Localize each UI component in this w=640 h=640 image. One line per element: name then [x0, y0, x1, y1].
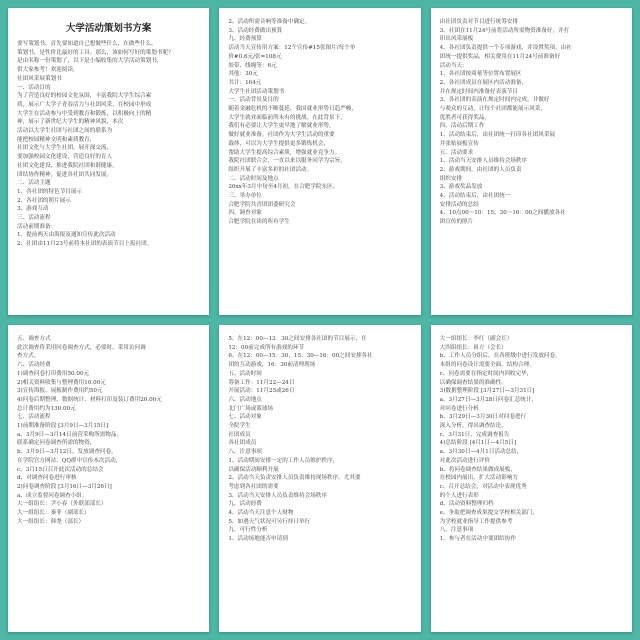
text-line: 对此次活动进行评价: [439, 457, 491, 464]
text-line: d、活动资料整理归档: [439, 501, 494, 508]
text-line: 社团文化与大学生社团，展开深交流，: [17, 145, 113, 152]
text-line: 4)总结阶段 [4月1日—4月5日]: [439, 440, 517, 447]
text-line: 4、活动当天注意个人财物: [228, 510, 294, 517]
text-line: 供大家参考！欢迎阅读。: [17, 67, 79, 74]
text-line: 对问卷进行分析: [439, 405, 479, 412]
text-line: 七、活动对象: [228, 414, 262, 421]
text-line: a、成立监督问卷调查小组：: [17, 492, 88, 499]
text-line: 3)数据整理阶段 [3月27日—3月31日]: [439, 388, 535, 395]
page-body: [228, 335, 411, 544]
text-line: 20xx年3月中旬至4月初，在合肥学院东区。: [228, 184, 339, 191]
text-line: c、召开总结会，对活动中表现优秀: [439, 483, 527, 490]
text-line: 要写策划书，首先要知道自己想做些什么，在做些什么。: [17, 41, 157, 47]
text-line: b、3月9日—3月12日，发放调查问卷，: [17, 449, 117, 456]
text-line: 5、如遇天气状况可另行择日举行: [228, 518, 311, 525]
text-line: c、问卷需要在指定时间内回收完毕，: [439, 370, 533, 377]
text-line: 七、活动流程: [17, 414, 51, 421]
text-line: 团统一提供奖品，相关费用在11月24号前准备好: [439, 53, 561, 60]
text-line: 六、活动地点: [228, 396, 262, 403]
text-line: 1)前期准备阶段 [3月9日—3月15日]: [17, 423, 109, 430]
text-line: 1、提前两天由海报及通知宣传此次活动: [17, 232, 116, 239]
text-line: 3、活动当天安排人员负责维持会场秩序: [228, 492, 327, 499]
text-line: 五、调查方式: [17, 336, 51, 342]
text-line: 开展活动：11月25或26日: [228, 388, 295, 395]
text-line: 1、活动当天安排人员维持会场秩序: [439, 158, 528, 165]
text-line: 1、活动期间安排一定的工作人员维护秩序，: [228, 457, 339, 464]
text-line: 2)问卷调查阶段 [3月16日—3月26日]: [17, 483, 112, 490]
text-line: 考虑到各社团的需要: [228, 483, 279, 490]
text-line: 为学校就业指导工作提供参考: [439, 518, 513, 525]
text-line: c、3月31日，完成调查报告: [439, 431, 510, 438]
text-line: 大学生在活动参与中受到教育和锻炼，以积极向上的精: [17, 110, 152, 117]
text-line: 的个人进行表彰: [439, 492, 479, 499]
text-line: 合肥学院共青团团委研究会: [228, 201, 296, 208]
text-line: 其他：30元: [228, 71, 258, 78]
text-line: 做好就业准备。社团作为大学生活动的重要: [228, 132, 335, 139]
text-line: 能把校园精神文明和素质教育，: [17, 136, 96, 143]
text-line: 一、活动目的: [17, 84, 51, 91]
text-line: b、将问卷调查结果做成展板，: [439, 466, 516, 473]
text-line: 价#0.6元/张=108元: [228, 53, 282, 60]
text-line: 此次调查将采用问卷调查方式，必要时，采用访问调: [17, 344, 146, 351]
text-line: 策划书，是性价比最好的工具。那么，该如何写好的策划书呢？: [17, 49, 174, 56]
text-line: b、3月29日—3月30日对问卷进行: [439, 414, 527, 421]
text-line: 1)调查问卷打印费用50.00元: [17, 370, 90, 377]
text-line: 3)宣传海报、展板制作费用约50元: [17, 388, 103, 395]
text-line: 大学生社团活动策划书: [228, 88, 285, 95]
text-line: 活动当天：: [439, 62, 468, 69]
text-line: 九、可行性分析: [228, 527, 268, 534]
text-line: 筹备工作：11月22—24日: [228, 379, 295, 386]
text-line: 九、经费预算: [228, 36, 262, 43]
text-line: 2)相关资料收集与整理费用10.00元: [17, 379, 106, 386]
text-line: 一、活动背景及目的: [228, 97, 279, 104]
text-line: 八、注意事项: [439, 527, 474, 534]
text-line: 我们有必要让大学生更早地了解就业形势，: [228, 123, 335, 130]
text-line: 联系确定问卷调查所需的物资，: [17, 440, 96, 447]
document-page-3: [431, 8, 632, 315]
text-line: 共计：164元: [228, 79, 262, 86]
text-line: 团宣传的照片: [439, 219, 474, 226]
text-line: a、3月27日—3月28日问卷汇总统计，: [439, 396, 538, 403]
text-line: d、对调查问卷进行审核: [17, 475, 77, 482]
text-line: 2、活动所需音响等准备中确定。: [228, 19, 311, 25]
text-line: 活动前期准备：: [17, 223, 57, 230]
text-line: 6、在12：00—15：30，15：30—16：00之间安排各社: [228, 353, 373, 360]
text-line: 1、各社团按商量等位置布置展区: [439, 71, 522, 78]
text-line: 合肥学院在读的所有学生: [228, 219, 290, 226]
text-line: 2、社团由11月23号前将本社团的表演节目上报社团。: [17, 241, 153, 248]
text-line: 12：00前完成所有游戏的环节: [228, 344, 305, 351]
text-line: 与观众的互动，让每个社团都能展示风采，: [439, 106, 546, 113]
text-line: 1、活动结束后，由社团统一打印各社团风采展: [439, 132, 556, 139]
text-line: 优胜者可获得奖品，: [439, 114, 491, 121]
text-line: 是由名称一份策划了，以下是小编收集的大学活动策划书，: [17, 58, 163, 65]
document-page-4: [8, 325, 209, 632]
page-body: [17, 335, 200, 526]
document-page-5: [219, 325, 420, 632]
text-line: 4、各社团负责提供一个专项游戏，并设置奖项，由社: [439, 45, 572, 52]
text-line: 2、游戏期间，由社团的人员负责: [439, 166, 522, 173]
text-line: 1、参与者在活动中要团结协作: [439, 536, 516, 543]
text-line: 九、活动经费: [228, 501, 262, 508]
text-line: 团结协作精神，促进各社团共同发展。: [17, 171, 113, 178]
text-line: 全院学生: [228, 423, 251, 430]
text-line: 总计费用约为130.00元: [17, 405, 76, 412]
text-line: 4)问卷后期整理、数据统计、材料打印及装订费用20.00元: [17, 396, 162, 403]
text-line: 大学生就业面临前所未有的挑战。在此背景下，: [228, 114, 346, 121]
text-line: 3、活动经费做出预算: [228, 27, 283, 34]
document-page-6: [431, 325, 632, 632]
text-line: a、3月9日—3月14日前营采购所需物品，: [17, 431, 123, 438]
text-line: 三、活动流程: [17, 215, 51, 222]
page-title: 大学活动策划书方案: [65, 23, 152, 34]
text-line: 组织开展了丰富多彩的社团活动。: [228, 166, 313, 173]
text-line: 2、各社团成员在展区内活动准备，: [439, 79, 528, 86]
text-line: b、工作人员分组后，在各班级中进行发放问卷。: [439, 353, 561, 360]
text-line: 查方式。: [17, 353, 40, 360]
text-line: 1、活动场地能否申请到: [228, 536, 288, 543]
text-line: 八、注意事项: [228, 449, 262, 456]
text-line: 3、各社团的表演在规定时间内完成，并做好: [439, 97, 550, 104]
text-line: 并在规定时间内准备好表演节目: [439, 88, 518, 95]
text-line: 四、调查对象: [228, 210, 262, 217]
text-line: 团的互动游戏，16：30前清理现场: [228, 362, 316, 369]
text-line: 北门广场或篮球场: [228, 405, 274, 412]
text-line: 五、活动时间: [228, 370, 262, 377]
text-line: 活动当天宣传用方案：12个宣传#15张图片/每个单: [228, 45, 356, 52]
text-line: 由社团负责对节目进行统筹安排: [439, 19, 518, 25]
text-line: 社团文化建设，推进我院社团和谐健康，: [17, 162, 118, 169]
document-page-1: [8, 8, 209, 315]
text-line: c、3月15日召开此次活动的总结会: [17, 466, 104, 473]
text-line: 活动以大学生社团与社团之间的联系为: [17, 128, 113, 135]
text-line: 质，展示广大学子青春活力与社团风采，在校园中形成: [17, 101, 152, 108]
text-line: 大一组组长：李红（副会长）: [439, 336, 513, 342]
text-line: 在校园内展出，扩大活动影响力: [439, 475, 518, 482]
text-line: 在学院官方网站、QQ群中宣传本次活动，: [17, 457, 122, 464]
page-body: [440, 18, 623, 227]
text-line: 印出风采展板: [439, 36, 474, 43]
text-line: 本组的问卷设计需要全面，结构合理。: [439, 362, 535, 369]
page-body: [17, 40, 200, 249]
text-line: 胶带、线绳等：6元: [228, 62, 277, 69]
text-line: 深入分析，得出调查结论，: [439, 423, 507, 430]
text-line: 四、活动后期工作: [439, 123, 485, 130]
text-line: 为了营造良好的校园文化氛围，丰富我院大学生综合素: [17, 93, 152, 100]
text-line: 3、社团在11月24号前将活动所需物资准备好，并打: [439, 27, 570, 34]
text-line: 3、游戏奖品发放: [439, 184, 483, 191]
text-line: 大一组组长：尹小春（外联部部长）: [17, 501, 107, 508]
text-line: 5、在12：00—13：30之间安排各社团的节目展示，在: [228, 336, 367, 342]
document-pages-grid: [8, 8, 632, 632]
text-line: 我院社团联合会，一直以来以服务同学为宗旨，: [228, 158, 346, 165]
text-line: 三、举办单位: [228, 193, 262, 200]
text-line: 2、各社团的照片展示: [17, 197, 71, 204]
text-line: 1、各社团的特色节目展示: [17, 188, 83, 195]
text-line: 帮助大学生提高综合素质，增强就业竞争力。: [228, 149, 341, 156]
page-body: [440, 335, 623, 544]
text-line: 二、活动时间及地点: [228, 175, 279, 182]
text-line: 大四组组长：祖方（会长）: [439, 344, 507, 351]
text-line: 组织安排: [439, 175, 463, 182]
text-line: e、争取把调查成果提交学校相关部门，: [439, 510, 539, 517]
text-line: 要加强校园文化建设，营造良好的育人: [17, 154, 113, 161]
text-line: 3、游戏互动: [17, 206, 49, 213]
text-line: 并张贴展板宣传: [439, 140, 479, 147]
text-line: 4、10点00～10：15、30～16：00之间播放各社: [439, 210, 566, 217]
text-line: 神，展示了新世纪大学生的精神风貌，本次: [17, 119, 124, 126]
text-line: 社团成员: [228, 431, 251, 438]
page-body: [228, 18, 411, 227]
text-line: 载体，可以为大学生提供更多锻炼机会，: [228, 140, 330, 147]
text-line: 4、活动结束后，由社团统一: [439, 193, 511, 200]
text-line: 以确保活动顺利开展: [228, 466, 279, 473]
text-line: 随着金融危机的不断蔓延，我国就业形势日趋严峻，: [228, 106, 357, 113]
text-line: 安排活动的总结: [439, 201, 479, 208]
text-line: 五、活动要求: [439, 149, 474, 156]
text-line: 2、活动当天负责安排人员负责维持现场秩序，尤其要: [228, 475, 361, 482]
text-line: 各社团成员: [228, 440, 257, 447]
text-line: 大一组组长：韩尧（部长）: [17, 518, 85, 525]
text-line: 以确保调查结果的准确性。: [439, 379, 507, 386]
document-page-2: [219, 8, 420, 315]
text-line: 二、活动主题: [17, 180, 51, 187]
text-line: a、3月30日—4月1日活动总结，: [439, 449, 523, 456]
text-line: 六、活动经费: [17, 362, 51, 369]
text-line: 大一组组长：秦菲（副部长）: [17, 510, 90, 517]
text-line: 社团风采展策划书: [17, 75, 62, 82]
